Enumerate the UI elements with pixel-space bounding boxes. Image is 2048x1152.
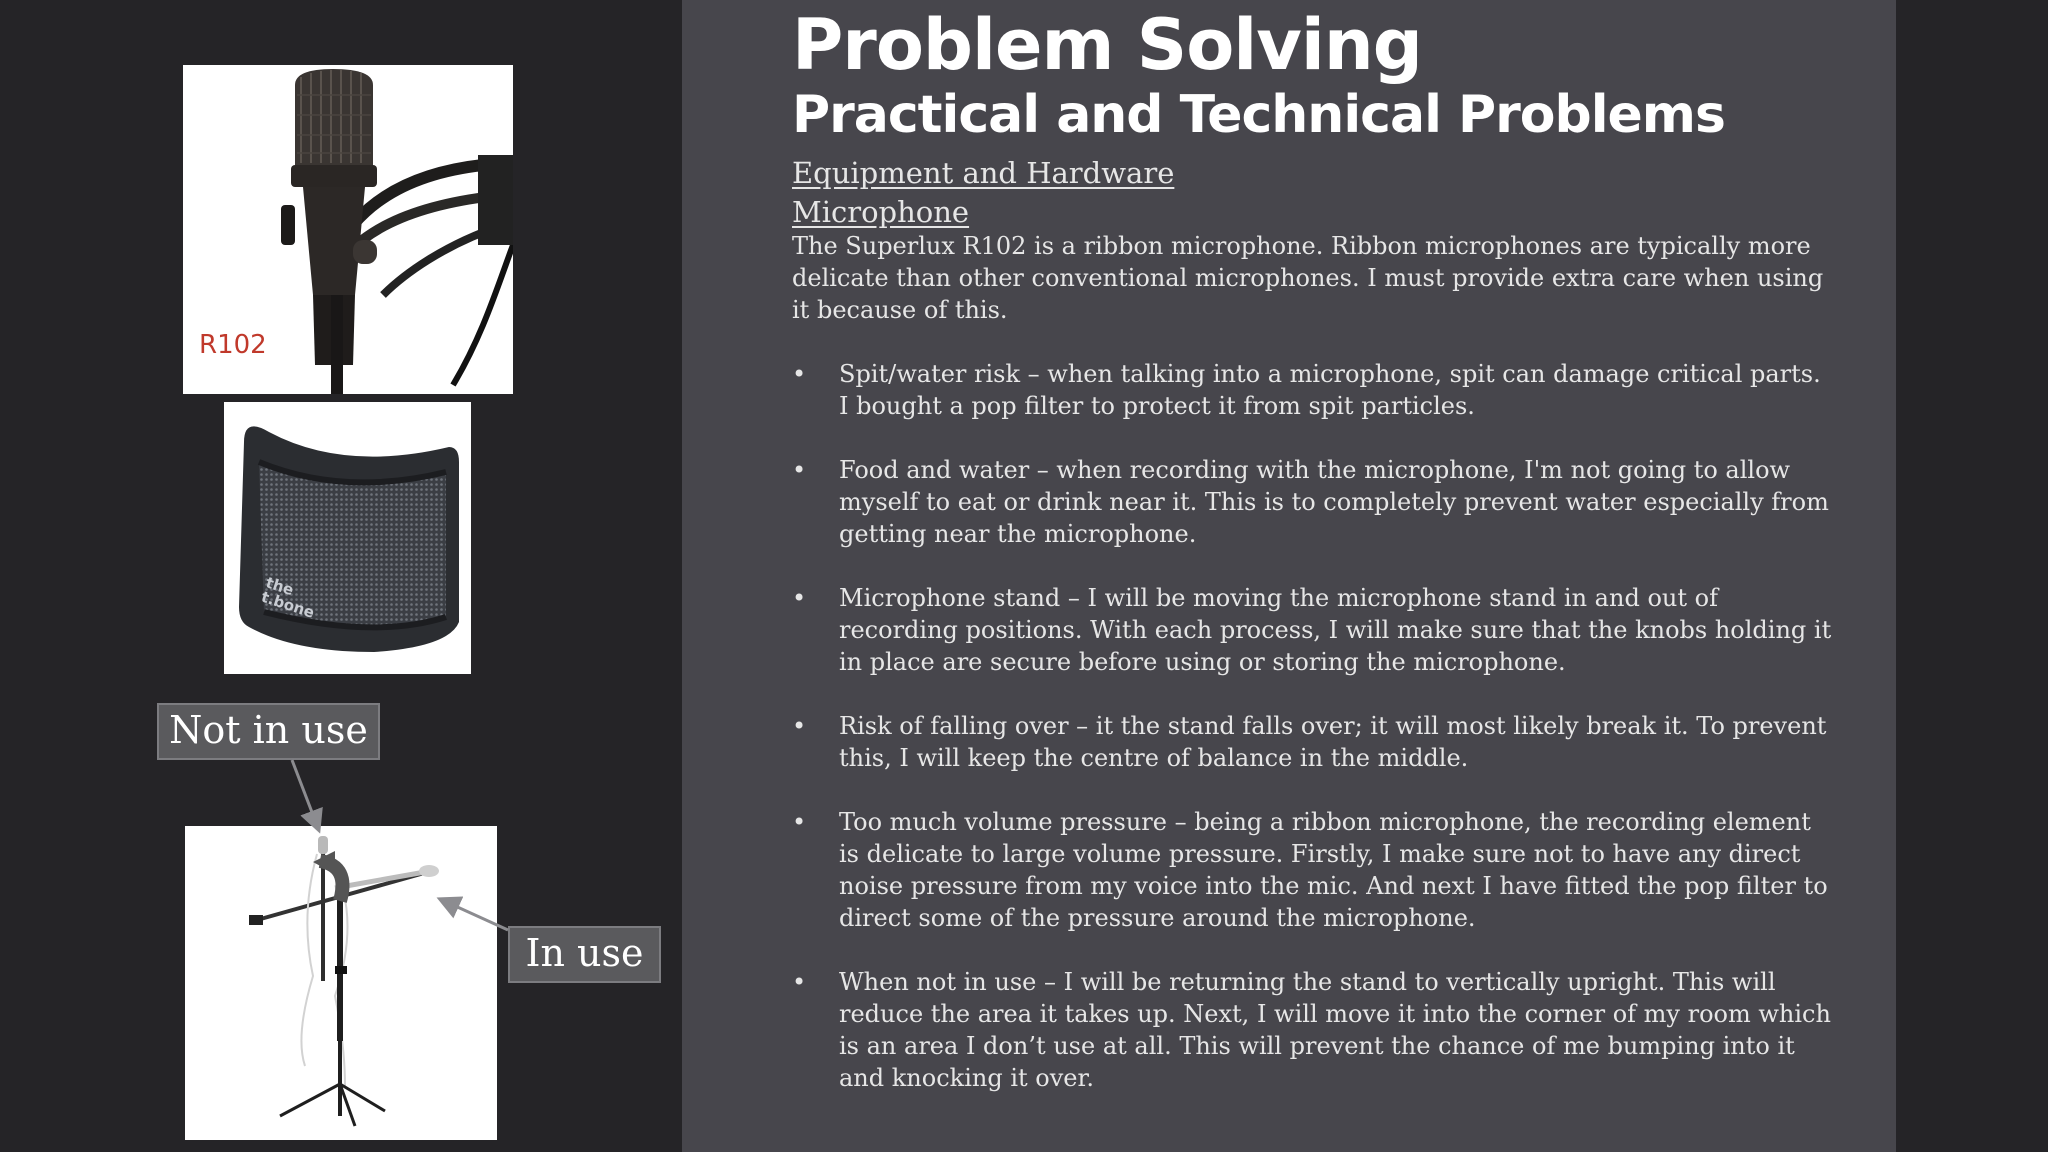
subsection-heading: Microphone xyxy=(792,195,970,229)
pop-filter-image xyxy=(224,402,471,674)
bullet-item: • Food and water – when recording with the microphone, I'm not going to allow myself to eat or drink near it. This is to completely prevent water especially from getting near the microphone. xyxy=(792,454,1832,550)
bullet-item: • When not in use – I will be returning the stand to vertically upright. This will reduce the area it takes up. Next, I will move it into the corner of my room which is an area I don’t use at all. This will prevent the chance of me bumping into it and knocking it over. xyxy=(792,966,1832,1094)
slide-subtitle: Practical and Technical Problems xyxy=(792,85,1725,145)
pop-filter-brand-text: the t.bone xyxy=(259,573,317,622)
not-in-use-label: Not in use xyxy=(157,703,380,760)
bullet-item: • Microphone stand – I will be moving the microphone stand in and out of recording positions. With each process, I will make sure that the knobs holding it in place are secure before using or storing the microphone. xyxy=(792,582,1832,678)
mic-stand-image xyxy=(185,826,497,1140)
bullet-list xyxy=(792,358,1832,1126)
section-heading: Equipment and Hardware xyxy=(792,156,1175,190)
in-use-label: In use xyxy=(508,926,661,983)
bullet-item: • Spit/water risk – when talking into a microphone, spit can damage critical parts. I bought a pop filter to protect it from spit particles. xyxy=(792,358,1832,422)
microphone-image xyxy=(183,65,513,394)
bullet-item: • Risk of falling over – it the stand falls over; it will most likely break it. To prevent this, I will keep the centre of balance in the middle. xyxy=(792,710,1832,774)
not-in-use-arrow xyxy=(292,760,318,828)
pop-filter-illustration xyxy=(224,402,471,674)
bullet-item: • Too much volume pressure – being a ribbon microphone, the recording element is delicate to large volume pressure. Firstly, I make sure not to have any direct noise pressure from my voice into the mic. And next I have fitted the pop filter to direct some of the pressure around the microphone. xyxy=(792,806,1832,934)
intro-paragraph: The Superlux R102 is a ribbon microphone. Ribbon microphones are typically more delicate than other conventional microphones. I must provide extra care when using it because of this. xyxy=(792,232,1824,324)
microphone-model-text: R102 xyxy=(199,330,267,360)
slide-title: Problem Solving xyxy=(792,4,1422,86)
mic-stand-illustration xyxy=(185,826,497,1140)
